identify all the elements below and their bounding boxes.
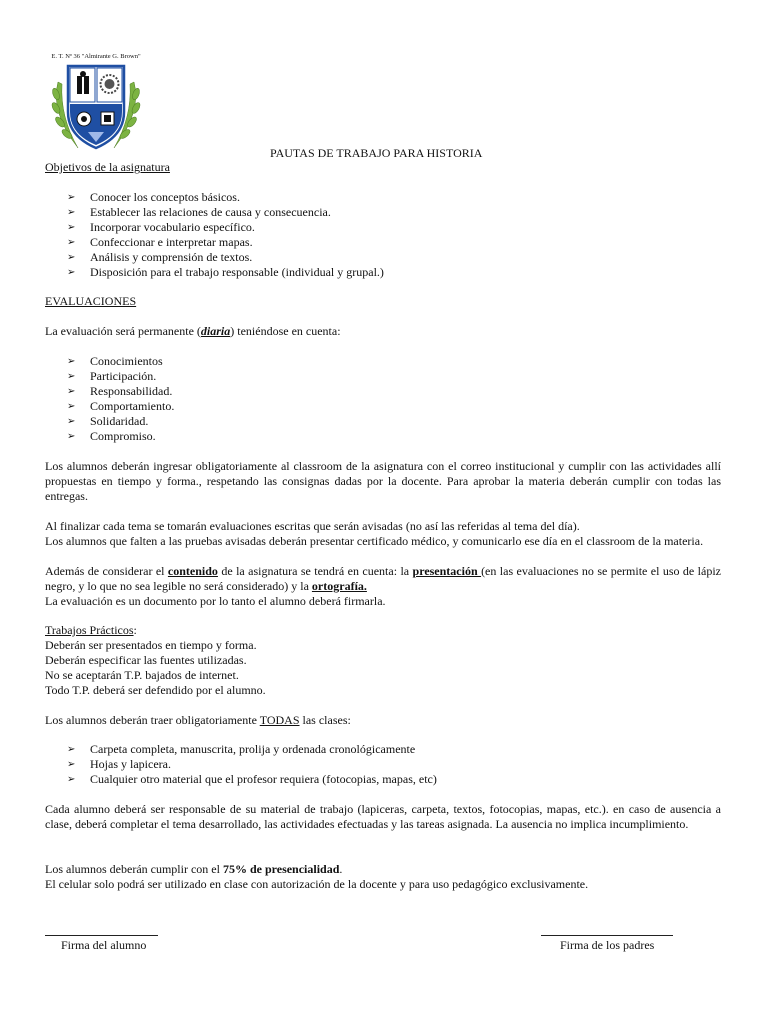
list-item-text: Disposición para el trabajo responsable (individual y grupal.) [90, 265, 384, 279]
list-item-text: Participación. [90, 369, 157, 383]
list-item [67, 205, 384, 220]
arrow-bullet-icon: ➢ [67, 237, 76, 248]
list-item-text: Conocimientos [90, 354, 163, 368]
list-item [67, 250, 384, 265]
page-title: PAUTAS DE TRABAJO PARA HISTORIA [270, 146, 483, 160]
evaluaciones-heading: EVALUACIONES [45, 294, 137, 308]
list-item [67, 742, 437, 757]
evaluacion-criteria-list [67, 354, 174, 444]
arrow-bullet-icon: ➢ [67, 774, 76, 785]
signature-label-alumno: Firma del alumno [61, 938, 147, 952]
list-item-text: Hojas y lapicera. [90, 757, 171, 771]
school-name: E. T. Nº 36 "Almirante G. Brown" [51, 53, 141, 60]
list-item-text: Cualquier otro material que el profesor requiera (fotocopias, mapas, etc) [90, 772, 437, 786]
arrow-bullet-icon: ➢ [67, 207, 76, 218]
celular-line: El celular solo podrá ser utilizado en clase con autorización de la docente y para uso pedagógico exclusivamente. [45, 877, 589, 891]
trabajos-line: No se aceptarán T.P. bajados de internet. [45, 668, 239, 682]
emphasis-todas: TODAS [259, 713, 300, 727]
arrow-bullet-icon: ➢ [67, 267, 76, 278]
list-item-text: Confeccionar e interpretar mapas. [90, 235, 253, 249]
list-item [67, 757, 437, 772]
evaluacion-intro: La evaluación será permanente (diaria) teniéndose en cuenta: [45, 324, 341, 338]
list-item [67, 235, 384, 250]
list-item [67, 429, 174, 444]
list-item [67, 265, 384, 280]
emphasis-diaria: diaria [200, 324, 231, 338]
emphasis-presentacion: presentación [412, 564, 482, 578]
list-item-text: Responsabilidad. [90, 384, 173, 398]
firma-evaluacion-line: La evaluación es un documento por lo tanto el alumno deberá firmarla. [45, 594, 386, 608]
arrow-bullet-icon: ➢ [67, 431, 76, 442]
objetivos-list [67, 190, 384, 280]
emphasis-presencialidad: 75% de presencialidad [222, 862, 340, 876]
list-item-text: Solidaridad. [90, 414, 149, 428]
list-item-text: Compromiso. [90, 429, 156, 443]
arrow-bullet-icon: ➢ [67, 759, 76, 770]
list-item [67, 190, 384, 205]
arrow-bullet-icon: ➢ [67, 401, 76, 412]
criterios-paragraph: Además de considerar el contenido de la asignatura se tendrá en cuenta: la presentación (en las evaluaciones no se permite el uso de lápiz negro, y lo que no sea legible no será considerado) y la ortografía. [45, 564, 721, 593]
list-item [67, 399, 174, 414]
presencialidad-line: Los alumnos deberán cumplir con el 75% de presencialidad. [45, 862, 343, 876]
list-item-text: Carpeta completa, manuscrita, prolija y ordenada cronológicamente [90, 742, 416, 756]
faltas-paragraph: Los alumnos que falten a las pruebas avisadas deberán presentar certificado médico, y comunicarlo ese día en el classroom de la materia. [45, 534, 704, 548]
trabajos-line: Deberán especificar las fuentes utilizadas. [45, 653, 247, 667]
trabajos-heading: Trabajos Prácticos: [45, 623, 137, 637]
arrow-bullet-icon: ➢ [67, 252, 76, 263]
trabajos-line: Todo T.P. deberá ser defendido por el alumno. [45, 683, 266, 697]
list-item [67, 220, 384, 235]
objetivos-heading: Objetivos de la asignatura [45, 160, 170, 174]
school-crest-icon [48, 62, 144, 154]
materiales-list [67, 742, 437, 787]
arrow-bullet-icon: ➢ [67, 222, 76, 233]
list-item [67, 772, 437, 787]
arrow-bullet-icon: ➢ [67, 371, 76, 382]
list-item-text: Conocer los conceptos básicos. [90, 190, 240, 204]
responsable-paragraph: Cada alumno deberá ser responsable de su material de trabajo (lapiceras, carpeta, textos, fotocopias, mapas, etc.). en caso de ausencia a clase, deberá completar el tema desarrollado, las actividades efectuadas y las tareas asignada. La ausencia no implica incumplimiento. [45, 802, 721, 831]
arrow-bullet-icon: ➢ [67, 416, 76, 427]
emphasis-ortografia: ortografía. [311, 579, 367, 593]
signature-label-padres: Firma de los padres [560, 938, 655, 952]
signature-line-alumno [45, 935, 158, 936]
list-item [67, 369, 174, 384]
list-item-text: Establecer las relaciones de causa y consecuencia. [90, 205, 331, 219]
list-item [67, 354, 174, 369]
evaluaciones-escritas-line: Al finalizar cada tema se tomarán evaluaciones escritas que serán avisadas (no así las referidas al tema del día). [45, 519, 580, 533]
classroom-paragraph: Los alumnos deberán ingresar obligatoriamente al classroom de la asignatura con el correo institucional y cumplir con las actividades allí propuestas en tiempo y forma., respetando las consignas dadas por la docente. Para aprobar la materia deberán cumplir con todas las entregas. [45, 459, 721, 503]
arrow-bullet-icon: ➢ [67, 192, 76, 203]
list-item [67, 384, 174, 399]
signature-line-padres [541, 935, 673, 936]
trabajos-line: Deberán ser presentados en tiempo y forma. [45, 638, 257, 652]
arrow-bullet-icon: ➢ [67, 356, 76, 367]
emphasis-contenido: contenido [167, 564, 218, 578]
list-item [67, 414, 174, 429]
list-item-text: Análisis y comprensión de textos. [90, 250, 253, 264]
list-item-text: Comportamiento. [90, 399, 175, 413]
materiales-intro: Los alumnos deberán traer obligatoriamente TODAS las clases: [45, 713, 351, 727]
arrow-bullet-icon: ➢ [67, 386, 76, 397]
arrow-bullet-icon: ➢ [67, 744, 76, 755]
list-item-text: Incorporar vocabulario específico. [90, 220, 255, 234]
